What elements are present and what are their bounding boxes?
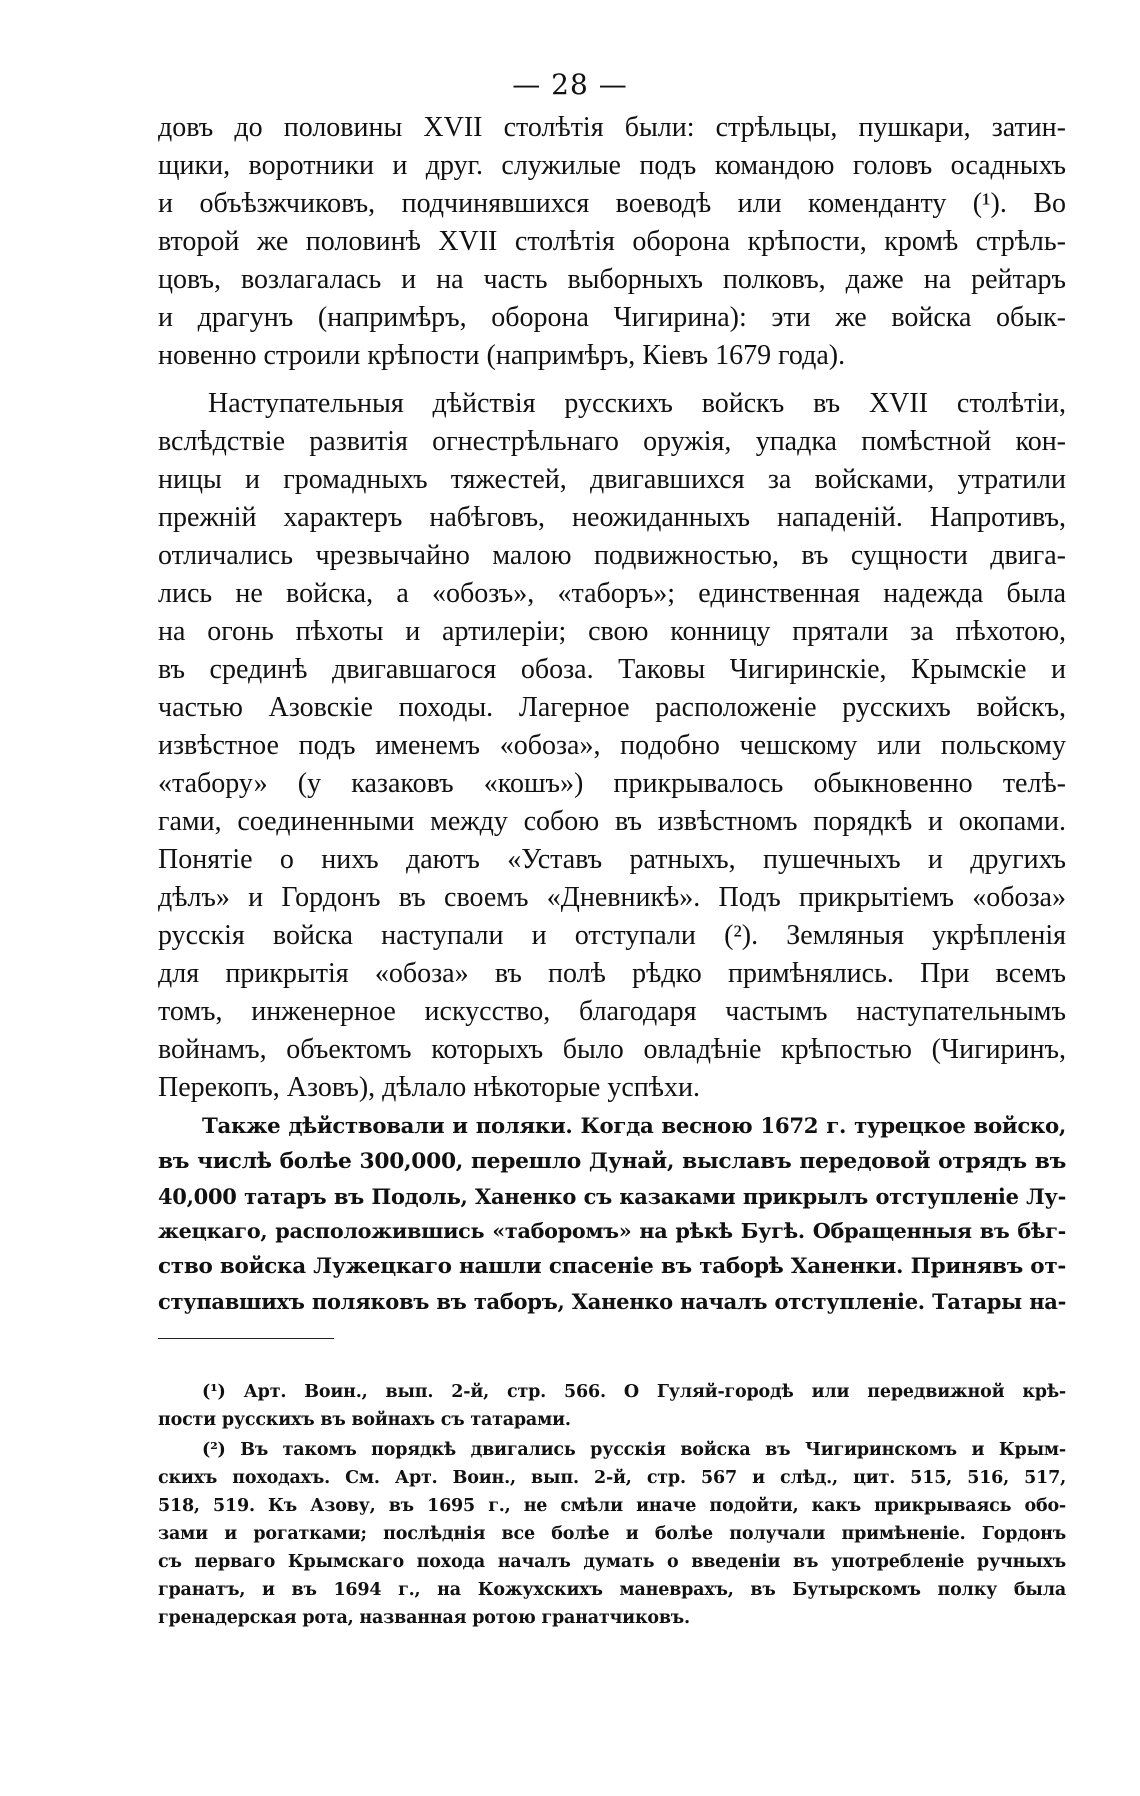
text-line: извѣстное подъ именемъ «обоза», подобно чешскому или польскому [158, 730, 1066, 761]
text-line: жецкаго, расположившись «таборомъ» на рѣкѣ Бугѣ. Обращенныя въ бѣг- [158, 1219, 1066, 1243]
footnote-line: гренадерская рота, названная ротою гранатчиковъ. [158, 1608, 690, 1628]
text-line: прежній характеръ набѣговъ, неожиданныхъ нападеній. Напротивъ, [158, 502, 1066, 533]
text-line: щики, воротники и друг. служилые подъ командою головъ осадныхъ [158, 150, 1066, 181]
text-line: для прикрытія «обоза» въ полѣ рѣдко примѣнялись. При всемъ [158, 958, 1066, 989]
text-line: русскія войска наступали и отступали (²). Земляныя укрѣпленія [158, 920, 1066, 951]
page-number: — 28 — [512, 68, 628, 101]
text-line: цовъ, возлагалась и на часть выборныхъ полковъ, даже на рейтаръ [158, 264, 1066, 295]
footnote-line: 518, 519. Къ Азову, въ 1695 г., не смѣли иначе подойти, какъ прикрываясь обо- [158, 1496, 1066, 1516]
footnote-line: скихъ походахъ. См. Арт. Воин., вып. 2-й, стр. 567 и слѣд., цит. 515, 516, 517, [158, 1468, 1066, 1488]
text-line: ступавшихъ поляковъ въ таборъ, Ханенко началъ отступленіе. Татары на- [158, 1289, 1066, 1314]
text-line: довъ до половины XVII столѣтія были: стрѣльцы, пушкари, затин- [158, 112, 1066, 143]
text-line: томъ, инженерное искусство, благодаря частымъ наступательнымъ [158, 996, 1066, 1027]
text-line: ство войска Лужецкаго нашли спасеніе въ таборѣ Ханенки. Принявъ от- [158, 1254, 1066, 1279]
text-line: лись не войска, а «обозъ», «таборъ»; единственная надежда была [158, 578, 1066, 609]
footnote-line: гранатъ, и въ 1694 г., на Кожухскихъ маневрахъ, въ Бутырскомъ полку была [158, 1580, 1066, 1600]
text-line: въ срединѣ двигавшагося обоза. Таковы Чигиринскіе, Крымскіе и [158, 654, 1066, 685]
text-line: второй же половинѣ XVII столѣтія оборона крѣпости, кромѣ стрѣль- [158, 226, 1066, 257]
text-line: дѣлъ» и Гордонъ въ своемъ «Дневникѣ». Подъ прикрытіемъ «обоза» [158, 882, 1066, 913]
text-line: новенно строили крѣпости (напримѣръ, Кіевъ 1679 года). [158, 340, 846, 371]
text-line: вслѣдствіе развитія огнестрѣльнаго оружія, упадка помѣстной кон- [158, 426, 1066, 457]
footnote-divider [158, 1338, 334, 1339]
text-line: въ числѣ болѣе 300,000, перешло Дунай, выславъ передовой отрядъ въ [158, 1149, 1066, 1174]
text-line: ницы и громадныхъ тяжестей, двигавшихся за войсками, утратили [158, 464, 1066, 495]
text-line: Наступательныя дѣйствія русскихъ войскъ въ XVII столѣтіи, [208, 388, 1066, 419]
text-line: Перекопъ, Азовъ), дѣлало нѣкоторые успѣхи. [158, 1072, 700, 1103]
footnote-line: пости русскихъ въ войнахъ съ татарами. [158, 1410, 571, 1430]
text-line: Понятіе о нихъ даютъ «Уставъ ратныхъ, пушечныхъ и другихъ [158, 844, 1066, 875]
footnote-line: зами и рогатками; послѣднія все болѣе и болѣе получали примѣненіе. Гордонъ [158, 1524, 1066, 1544]
text-line: отличались чрезвычайно малою подвижностью, въ сущности двига- [158, 540, 1066, 571]
footnote-line: (¹) Арт. Воин., вып. 2-й, стр. 566. О Гуляй-городѣ или передвижной крѣ- [202, 1382, 1066, 1402]
text-line: гами, соединенными между собою въ извѣстномъ порядкѣ и окопами. [158, 806, 1066, 837]
text-line: «табору» (у казаковъ «кошъ») прикрывалось обыкновенно телѣ- [158, 768, 1066, 799]
text-line: и объѣзжчиковъ, подчинявшихся воеводѣ или коменданту (¹). Во [158, 188, 1066, 219]
footnote-line: (²) Въ такомъ порядкѣ двигались русскія войска въ Чигиринскомъ и Крым- [202, 1440, 1066, 1460]
text-line: 40,000 татаръ въ Подоль, Ханенко съ казаками прикрылъ отступленіе Лу- [158, 1184, 1066, 1209]
text-line: на огонь пѣхоты и артилеріи; свою конницу прятали за пѣхотою, [158, 616, 1066, 647]
text-line: Также дѣйствовали и поляки. Когда весною 1672 г. турецкое войско, [202, 1114, 1066, 1139]
text-line: частью Азовскіе походы. Лагерное расположеніе русскихъ войскъ, [158, 692, 1066, 723]
footnote-line: съ перваго Крымскаго похода началъ думать о введеніи въ употребленіе ручныхъ [158, 1552, 1066, 1572]
text-line: войнамъ, объектомъ которыхъ было овладѣніе крѣпостью (Чигиринъ, [158, 1034, 1066, 1065]
text-line: и драгунъ (напримѣръ, оборона Чигирина): эти же войска обык- [158, 302, 1066, 333]
